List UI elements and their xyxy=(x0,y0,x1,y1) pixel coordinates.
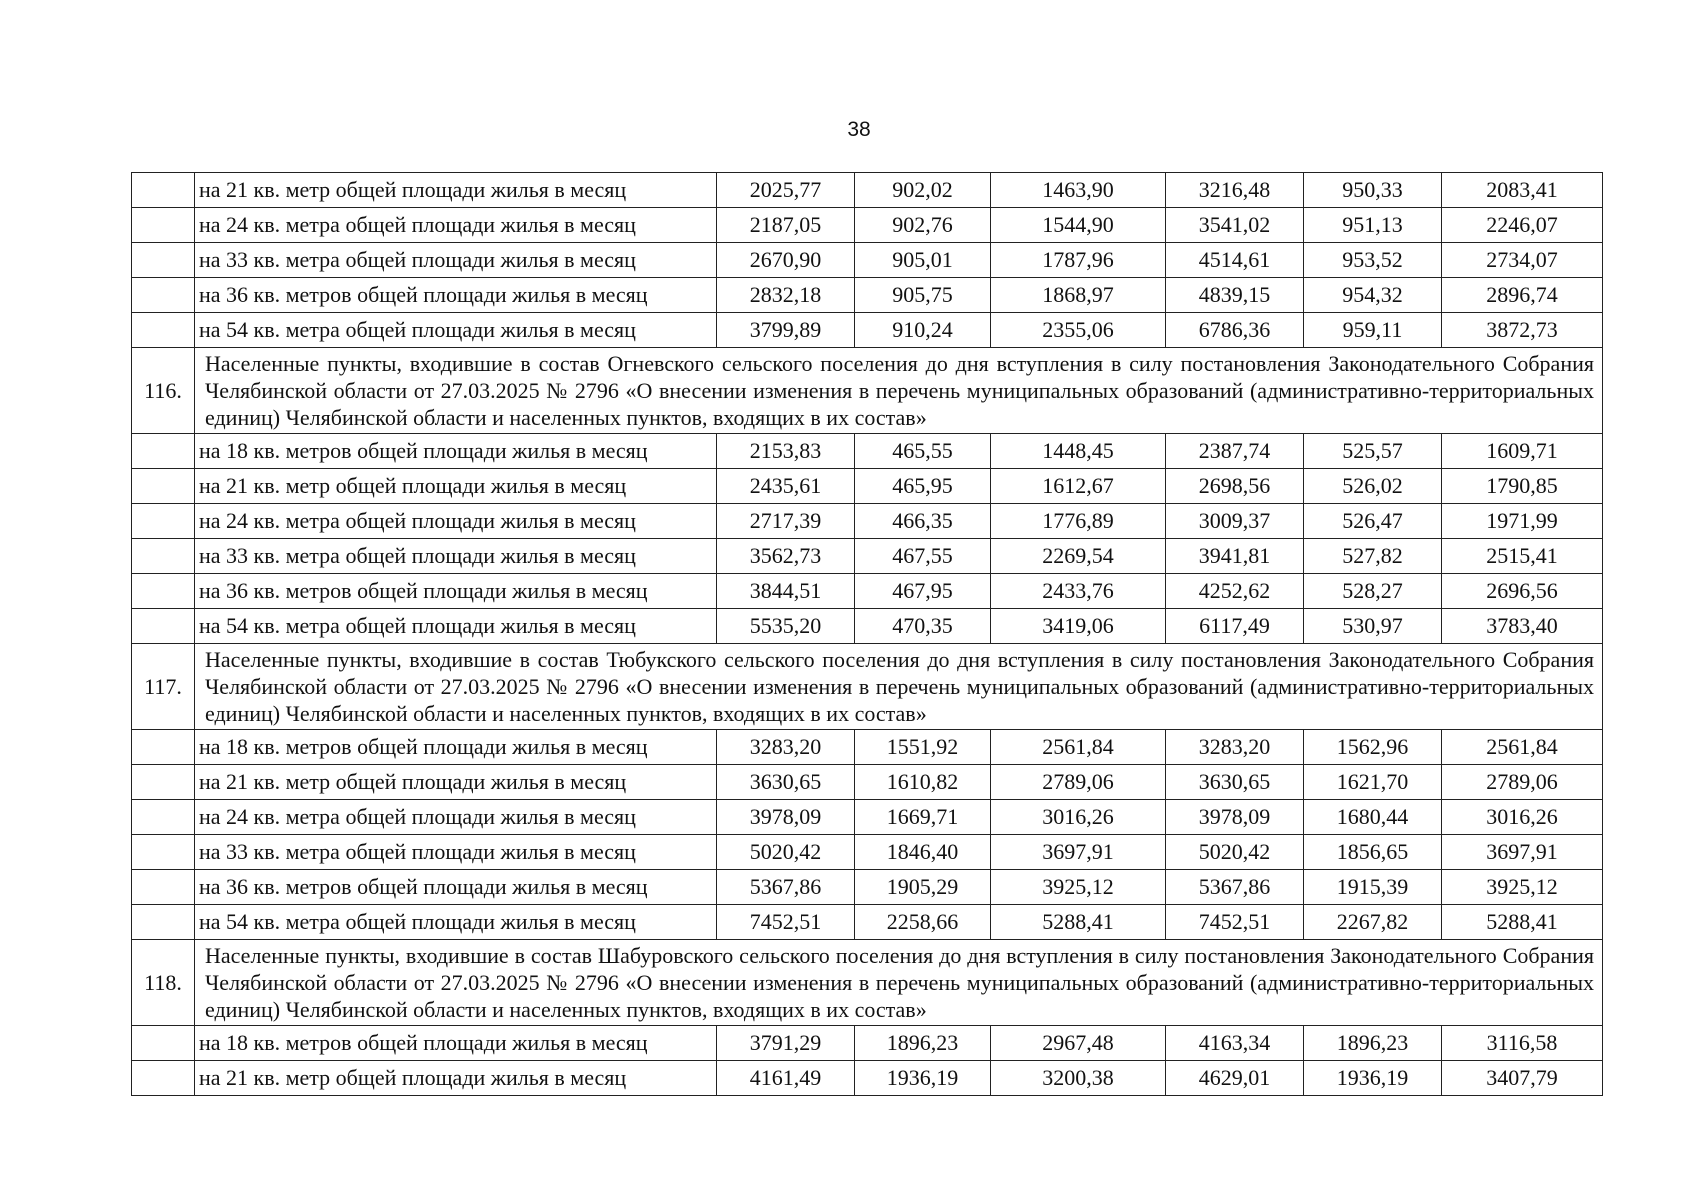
value-cell: 3697,91 xyxy=(1442,835,1603,870)
value-cell: 3541,02 xyxy=(1166,208,1304,243)
table-row xyxy=(132,574,1603,609)
value-cell: 2698,56 xyxy=(1166,469,1304,504)
value-cell: 3791,29 xyxy=(717,1026,855,1061)
value-cell: 3009,37 xyxy=(1166,504,1304,539)
table-row xyxy=(132,504,1603,539)
value-cell: 466,35 xyxy=(855,504,991,539)
value-cell: 3783,40 xyxy=(1442,609,1603,644)
value-cell: 3925,12 xyxy=(1442,870,1603,905)
value-cell: 3844,51 xyxy=(717,574,855,609)
value-cell: 2515,41 xyxy=(1442,539,1603,574)
value-cell: 1856,65 xyxy=(1304,835,1442,870)
value-cell: 2696,56 xyxy=(1442,574,1603,609)
value-cell: 3630,65 xyxy=(1166,765,1304,800)
table-row xyxy=(132,1026,1603,1061)
value-cell: 3016,26 xyxy=(991,800,1166,835)
value-cell: 4514,61 xyxy=(1166,243,1304,278)
section-title: Населенные пункты, входившие в состав Тюбукского сельского поселения до дня вступления в силу постановления Законодательного Собрания Челябинской области от 27.03.2025 № 2796 «О внесении изменения в перечень муниципальных образований (административно-территориальных единиц) Челябинской области и населенных пунктов, входящих в их состав» xyxy=(195,644,1603,730)
table-row xyxy=(132,730,1603,765)
value-cell: 528,27 xyxy=(1304,574,1442,609)
value-cell: 2717,39 xyxy=(717,504,855,539)
table-row xyxy=(132,609,1603,644)
row-label: на 33 кв. метра общей площади жилья в месяц xyxy=(195,835,717,870)
row-number-cell xyxy=(132,173,195,208)
value-cell: 2355,06 xyxy=(991,313,1166,348)
value-cell: 4839,15 xyxy=(1166,278,1304,313)
value-cell: 530,97 xyxy=(1304,609,1442,644)
value-cell: 910,24 xyxy=(855,313,991,348)
value-cell: 2187,05 xyxy=(717,208,855,243)
value-cell: 6117,49 xyxy=(1166,609,1304,644)
value-cell: 951,13 xyxy=(1304,208,1442,243)
table-row xyxy=(132,313,1603,348)
value-cell: 1680,44 xyxy=(1304,800,1442,835)
value-cell: 1896,23 xyxy=(855,1026,991,1061)
row-label: на 21 кв. метр общей площади жилья в месяц xyxy=(195,765,717,800)
row-number-cell xyxy=(132,434,195,469)
value-cell: 2967,48 xyxy=(991,1026,1166,1061)
value-cell: 526,02 xyxy=(1304,469,1442,504)
table-row xyxy=(132,243,1603,278)
value-cell: 1621,70 xyxy=(1304,765,1442,800)
row-label: на 21 кв. метр общей площади жилья в месяц xyxy=(195,173,717,208)
section-row xyxy=(132,940,1603,1026)
row-number-cell xyxy=(132,469,195,504)
value-cell: 3419,06 xyxy=(991,609,1166,644)
section-row xyxy=(132,644,1603,730)
row-number-cell xyxy=(132,870,195,905)
row-number-cell xyxy=(132,905,195,940)
row-label: на 24 кв. метра общей площади жилья в месяц xyxy=(195,800,717,835)
section-title: Населенные пункты, входившие в состав Шабуровского сельского поселения до дня вступления в силу постановления Законодательного Собрания Челябинской области от 27.03.2025 № 2796 «О внесении изменения в перечень муниципальных образований (административно-территориальных единиц) Челябинской области и населенных пунктов, входящих в их состав» xyxy=(195,940,1603,1026)
section-title: Населенные пункты, входившие в состав Огневского сельского поселения до дня вступления в силу постановления Законодательного Собрания Челябинской области от 27.03.2025 № 2796 «О внесении изменения в перечень муниципальных образований (административно-территориальных единиц) Челябинской области и населенных пунктов, входящих в их состав» xyxy=(195,348,1603,434)
value-cell: 1463,90 xyxy=(991,173,1166,208)
table-row xyxy=(132,1061,1603,1096)
value-cell: 1790,85 xyxy=(1442,469,1603,504)
value-cell: 4252,62 xyxy=(1166,574,1304,609)
row-number-cell xyxy=(132,539,195,574)
table-row xyxy=(132,765,1603,800)
table-row xyxy=(132,870,1603,905)
value-cell: 953,52 xyxy=(1304,243,1442,278)
value-cell: 2387,74 xyxy=(1166,434,1304,469)
value-cell: 1562,96 xyxy=(1304,730,1442,765)
row-number-cell xyxy=(132,313,195,348)
value-cell: 6786,36 xyxy=(1166,313,1304,348)
value-cell: 950,33 xyxy=(1304,173,1442,208)
tariff-table-body xyxy=(132,173,1603,1096)
row-label: на 24 кв. метра общей площади жилья в месяц xyxy=(195,504,717,539)
value-cell: 1971,99 xyxy=(1442,504,1603,539)
value-cell: 1936,19 xyxy=(855,1061,991,1096)
value-cell: 1544,90 xyxy=(991,208,1166,243)
section-row xyxy=(132,348,1603,434)
value-cell: 3407,79 xyxy=(1442,1061,1603,1096)
row-label: на 18 кв. метров общей площади жилья в месяц xyxy=(195,730,717,765)
row-label: на 54 кв. метра общей площади жилья в месяц xyxy=(195,905,717,940)
value-cell: 2789,06 xyxy=(1442,765,1603,800)
row-label: на 54 кв. метра общей площади жилья в месяц xyxy=(195,609,717,644)
value-cell: 2734,07 xyxy=(1442,243,1603,278)
table-row xyxy=(132,539,1603,574)
value-cell: 2153,83 xyxy=(717,434,855,469)
value-cell: 2832,18 xyxy=(717,278,855,313)
value-cell: 7452,51 xyxy=(1166,905,1304,940)
table-row xyxy=(132,278,1603,313)
value-cell: 902,76 xyxy=(855,208,991,243)
value-cell: 2267,82 xyxy=(1304,905,1442,940)
tariff-table xyxy=(131,172,1603,1096)
value-cell: 5020,42 xyxy=(1166,835,1304,870)
value-cell: 1551,92 xyxy=(855,730,991,765)
value-cell: 525,57 xyxy=(1304,434,1442,469)
value-cell: 2561,84 xyxy=(1442,730,1603,765)
value-cell: 3697,91 xyxy=(991,835,1166,870)
value-cell: 3562,73 xyxy=(717,539,855,574)
table-row xyxy=(132,835,1603,870)
value-cell: 5288,41 xyxy=(991,905,1166,940)
row-number-cell xyxy=(132,278,195,313)
section-number: 118. xyxy=(132,940,195,1026)
value-cell: 467,95 xyxy=(855,574,991,609)
value-cell: 1868,97 xyxy=(991,278,1166,313)
value-cell: 526,47 xyxy=(1304,504,1442,539)
table-row xyxy=(132,800,1603,835)
row-number-cell xyxy=(132,208,195,243)
value-cell: 1612,67 xyxy=(991,469,1166,504)
value-cell: 3872,73 xyxy=(1442,313,1603,348)
row-label: на 54 кв. метра общей площади жилья в месяц xyxy=(195,313,717,348)
value-cell: 3216,48 xyxy=(1166,173,1304,208)
value-cell: 2269,54 xyxy=(991,539,1166,574)
table-row xyxy=(132,434,1603,469)
value-cell: 3978,09 xyxy=(1166,800,1304,835)
value-cell: 7452,51 xyxy=(717,905,855,940)
value-cell: 4163,34 xyxy=(1166,1026,1304,1061)
row-number-cell xyxy=(132,1026,195,1061)
value-cell: 527,82 xyxy=(1304,539,1442,574)
row-label: на 21 кв. метр общей площади жилья в месяц xyxy=(195,469,717,504)
value-cell: 1787,96 xyxy=(991,243,1166,278)
section-number: 117. xyxy=(132,644,195,730)
value-cell: 2258,66 xyxy=(855,905,991,940)
value-cell: 905,75 xyxy=(855,278,991,313)
value-cell: 3016,26 xyxy=(1442,800,1603,835)
table-row xyxy=(132,208,1603,243)
value-cell: 1776,89 xyxy=(991,504,1166,539)
value-cell: 2083,41 xyxy=(1442,173,1603,208)
value-cell: 2561,84 xyxy=(991,730,1166,765)
value-cell: 5535,20 xyxy=(717,609,855,644)
table-row xyxy=(132,469,1603,504)
value-cell: 954,32 xyxy=(1304,278,1442,313)
value-cell: 1915,39 xyxy=(1304,870,1442,905)
row-label: на 33 кв. метра общей площади жилья в месяц xyxy=(195,539,717,574)
row-number-cell xyxy=(132,835,195,870)
value-cell: 1936,19 xyxy=(1304,1061,1442,1096)
value-cell: 2433,76 xyxy=(991,574,1166,609)
value-cell: 3799,89 xyxy=(717,313,855,348)
row-number-cell xyxy=(132,609,195,644)
row-label: на 18 кв. метров общей площади жилья в месяц xyxy=(195,1026,717,1061)
value-cell: 5367,86 xyxy=(717,870,855,905)
value-cell: 5367,86 xyxy=(1166,870,1304,905)
value-cell: 905,01 xyxy=(855,243,991,278)
value-cell: 2025,77 xyxy=(717,173,855,208)
value-cell: 3941,81 xyxy=(1166,539,1304,574)
row-number-cell xyxy=(132,243,195,278)
value-cell: 1610,82 xyxy=(855,765,991,800)
value-cell: 1905,29 xyxy=(855,870,991,905)
value-cell: 902,02 xyxy=(855,173,991,208)
section-number: 116. xyxy=(132,348,195,434)
value-cell: 5020,42 xyxy=(717,835,855,870)
value-cell: 3925,12 xyxy=(991,870,1166,905)
value-cell: 2670,90 xyxy=(717,243,855,278)
value-cell: 1896,23 xyxy=(1304,1026,1442,1061)
row-number-cell xyxy=(132,765,195,800)
value-cell: 467,55 xyxy=(855,539,991,574)
value-cell: 3283,20 xyxy=(717,730,855,765)
row-label: на 36 кв. метров общей площади жилья в месяц xyxy=(195,574,717,609)
table-row xyxy=(132,173,1603,208)
value-cell: 2246,07 xyxy=(1442,208,1603,243)
row-label: на 18 кв. метров общей площади жилья в месяц xyxy=(195,434,717,469)
value-cell: 3630,65 xyxy=(717,765,855,800)
row-label: на 36 кв. метров общей площади жилья в месяц xyxy=(195,870,717,905)
row-number-cell xyxy=(132,504,195,539)
value-cell: 4161,49 xyxy=(717,1061,855,1096)
row-number-cell xyxy=(132,730,195,765)
table-row xyxy=(132,905,1603,940)
page-number: 38 xyxy=(847,118,871,141)
value-cell: 3116,58 xyxy=(1442,1026,1603,1061)
row-label: на 21 кв. метр общей площади жилья в месяц xyxy=(195,1061,717,1096)
value-cell: 4629,01 xyxy=(1166,1061,1304,1096)
value-cell: 1448,45 xyxy=(991,434,1166,469)
row-number-cell xyxy=(132,1061,195,1096)
value-cell: 959,11 xyxy=(1304,313,1442,348)
value-cell: 1669,71 xyxy=(855,800,991,835)
value-cell: 3200,38 xyxy=(991,1061,1166,1096)
value-cell: 465,95 xyxy=(855,469,991,504)
value-cell: 1609,71 xyxy=(1442,434,1603,469)
row-label: на 33 кв. метра общей площади жилья в месяц xyxy=(195,243,717,278)
value-cell: 2435,61 xyxy=(717,469,855,504)
value-cell: 1846,40 xyxy=(855,835,991,870)
value-cell: 465,55 xyxy=(855,434,991,469)
row-label: на 36 кв. метров общей площади жилья в месяц xyxy=(195,278,717,313)
value-cell: 2896,74 xyxy=(1442,278,1603,313)
value-cell: 3978,09 xyxy=(717,800,855,835)
row-number-cell xyxy=(132,574,195,609)
value-cell: 470,35 xyxy=(855,609,991,644)
value-cell: 5288,41 xyxy=(1442,905,1603,940)
row-label: на 24 кв. метра общей площади жилья в месяц xyxy=(195,208,717,243)
row-number-cell xyxy=(132,800,195,835)
value-cell: 2789,06 xyxy=(991,765,1166,800)
value-cell: 3283,20 xyxy=(1166,730,1304,765)
